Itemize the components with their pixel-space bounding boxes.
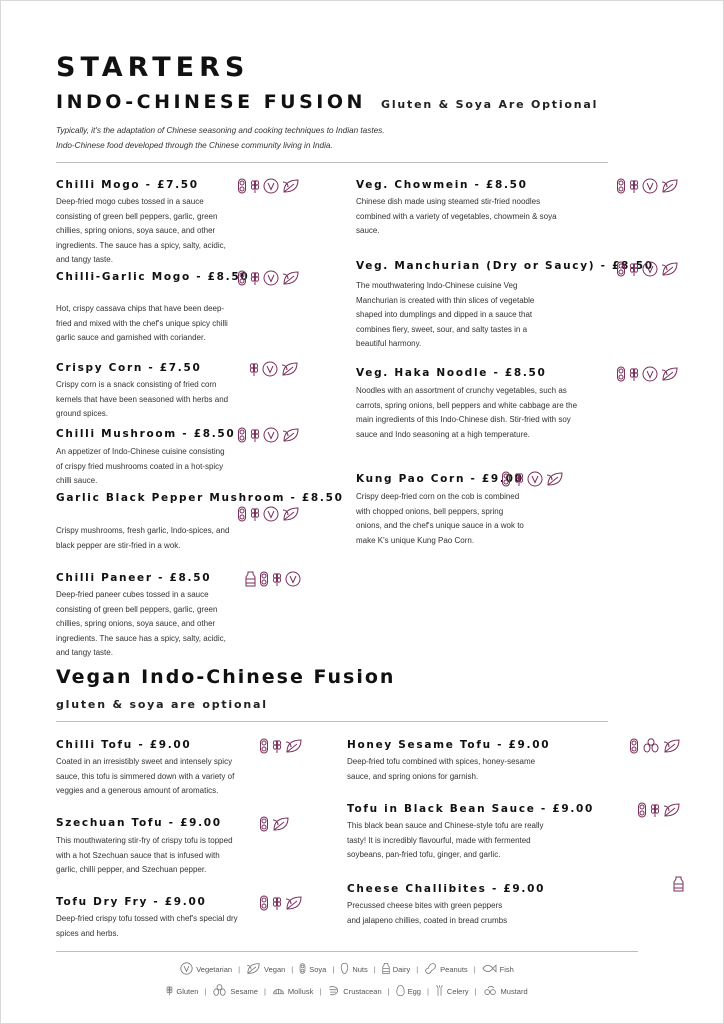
legend-separator: | — [332, 965, 335, 974]
allergen-icons — [629, 737, 681, 755]
celery-icon — [435, 984, 444, 999]
section-intro: Typically, it's the adaptation of Chinese seasoning and cooking techniques to Indian tastes. Indo-Chinese food developed through the Chinese community living in India. — [56, 126, 385, 150]
item-description: Crispy mushrooms, fresh garlic, Indo-spices, and black pepper are stir-fried in a wok. — [56, 526, 230, 550]
vegan-icon — [282, 427, 300, 443]
vegan-icon — [272, 816, 290, 832]
divider — [56, 162, 608, 163]
menu-item — [356, 260, 654, 272]
item-name: Tofu in Black Bean Sauce - £9.00 — [347, 803, 595, 815]
legend-separator: | — [238, 965, 241, 974]
gluten-icon — [629, 178, 639, 194]
gluten-icon — [629, 366, 639, 382]
vegan-icon — [663, 738, 681, 754]
menu-item — [56, 362, 202, 374]
item-name: Chilli Paneer - £8.50 — [56, 572, 212, 584]
legend-item — [166, 984, 198, 999]
legend-item — [424, 962, 468, 977]
soya-icon — [616, 366, 626, 382]
gluten-icon — [272, 571, 282, 587]
soya-icon — [299, 962, 306, 977]
vegan-icon — [663, 802, 681, 818]
legend-item — [482, 962, 514, 977]
vegan-section-note: gluten & soya are optional — [56, 698, 268, 711]
soya-icon — [237, 178, 247, 194]
crustacean-icon — [327, 984, 340, 999]
legend-item — [272, 984, 313, 999]
allergen-icons — [259, 737, 303, 755]
item-name: Veg. Chowmein - £8.50 — [356, 179, 528, 191]
gluten-icon — [250, 270, 260, 286]
item-description: Deep-fried mogo cubes tossed in a sauce consisting of green bell peppers, garlic, green chillies, spring onions, soya sauce, and other ingredients. The sauce has a spicy, salty, acidic, and tangy taste. — [56, 197, 226, 265]
divider — [56, 721, 608, 722]
section-title: INDO-CHINESE FUSION — [56, 91, 366, 113]
legend-separator: | — [204, 987, 207, 996]
fish-icon — [482, 962, 497, 977]
page-title: STARTERS — [56, 52, 250, 83]
allergen-legend-row-1 — [56, 962, 638, 977]
menu-item — [56, 572, 211, 584]
allergen-icons — [259, 815, 290, 833]
soya-icon — [637, 802, 647, 818]
item-name: Veg. Manchurian (Dry or Saucy) - £8.50 — [356, 260, 654, 272]
item-name: Kung Pao Corn - £9.00 — [356, 473, 524, 485]
vegetarian-icon — [285, 571, 301, 587]
legend-separator: | — [426, 987, 429, 996]
dairy-icon — [382, 962, 390, 977]
menu-item — [56, 428, 235, 440]
dairy-icon — [245, 571, 256, 587]
legend-item — [382, 962, 411, 977]
vegan-section-title: Vegan Indo-Chinese Fusion — [56, 666, 396, 688]
gluten-icon — [250, 506, 260, 522]
legend-label: Soya — [309, 965, 327, 974]
legend-label: Nuts — [352, 965, 368, 974]
sesame-icon — [212, 984, 227, 999]
item-description: Crispy corn is a snack consisting of fried corn kernels that have been seasoned with herbs and ground spices. — [56, 380, 229, 419]
menu-item — [347, 739, 550, 751]
legend-separator: | — [291, 965, 294, 974]
mustard-icon — [483, 984, 498, 999]
item-name: Cheese Challibites - £9.00 — [347, 883, 546, 895]
gluten-icon — [250, 427, 260, 443]
item-description: Deep-fried crispy tofu tossed with chef's special dry spices and herbs. — [56, 914, 238, 938]
item-description: Hot, crispy cassava chips that have been deep-fried and mixed with the chef's unique spicy chilli garlic sauce and garnished with coriander. — [56, 304, 228, 343]
item-name: Szechuan Tofu - £9.00 — [56, 817, 222, 829]
vegan-icon — [246, 962, 261, 977]
vegan-icon — [285, 738, 303, 754]
allergen-icons — [237, 269, 300, 287]
menu-item — [356, 179, 528, 191]
allergen-icons — [249, 360, 299, 378]
legend-item — [340, 962, 367, 977]
vegetarian-icon — [180, 962, 193, 977]
soya-icon — [259, 816, 269, 832]
allergen-icons — [237, 426, 300, 444]
soya-icon — [259, 571, 269, 587]
soya-icon — [629, 738, 639, 754]
divider — [56, 951, 638, 952]
item-description: This black bean sauce and Chinese-style tofu are really tasty! It is incredibly flavourful, made with fermented soybeans, pan-fried tofu, ginger, and garlic. — [347, 821, 544, 860]
item-name: Chilli-Garlic Mogo - £8.50 — [56, 271, 250, 283]
legend-label: Mustard — [500, 987, 528, 996]
vegan-icon — [661, 178, 679, 194]
soya-icon — [259, 895, 269, 911]
vegetarian-icon — [263, 427, 279, 443]
legend-separator: | — [319, 987, 322, 996]
legend-separator: | — [474, 987, 477, 996]
legend-label: Crustacean — [343, 987, 382, 996]
section-note: Gluten & Soya Are Optional — [381, 98, 599, 111]
vegetarian-icon — [642, 261, 658, 277]
allergen-legend-row-2 — [56, 984, 638, 999]
legend-item — [212, 984, 258, 999]
item-name: Chilli Tofu - £9.00 — [56, 739, 192, 751]
vegetarian-icon — [642, 366, 658, 382]
legend-item — [180, 962, 232, 977]
soya-icon — [616, 178, 626, 194]
item-description: Precussed cheese bites with green peppers and jalapeno chillies, coated in bread crumbs — [347, 901, 508, 925]
legend-label: Dairy — [392, 965, 411, 974]
gluten-icon — [166, 984, 173, 999]
allergen-icons — [616, 365, 679, 383]
soya-icon — [259, 738, 269, 754]
mollusk-icon — [272, 984, 285, 999]
item-description: Deep-fried tofu combined with spices, honey-sesame sauce, and spring onions for garnish. — [347, 757, 536, 781]
gluten-icon — [272, 895, 282, 911]
legend-item — [483, 984, 528, 999]
menu-item — [56, 179, 199, 191]
menu-item — [347, 883, 545, 895]
legend-label: Sesame — [230, 987, 258, 996]
legend-separator: | — [387, 987, 390, 996]
item-description: Crispy deep-fried corn on the cob is combined with chopped onions, bell peppers, spring onions, and the chef's unique sauce in a wok to make K's unique Kung Pao Corn. — [356, 492, 524, 545]
allergen-icons — [637, 801, 681, 819]
menu-item — [56, 271, 249, 283]
item-name: Chilli Mushroom - £8.50 — [56, 428, 236, 440]
item-description: Noodles with an assortment of crunchy vegetables, such as carrots, spring onions, bell peppers and white cabbage are the main ingredients of this Indo-Chinese dish. Stir-fried with soy sauce and Indo seasoning at a high temperature. — [356, 386, 578, 439]
vegan-icon — [661, 261, 679, 277]
dairy-icon — [673, 876, 684, 892]
item-name: Honey Sesame Tofu - £9.00 — [347, 739, 551, 751]
legend-item — [435, 984, 469, 999]
gluten-icon — [250, 178, 260, 194]
gluten-icon — [629, 261, 639, 277]
vegan-icon — [282, 270, 300, 286]
vegan-icon — [282, 178, 300, 194]
vegetarian-icon — [263, 178, 279, 194]
item-description: Chinese dish made using steamed stir-fried noodles combined with a variety of vegetables, chowmein & soya sauce. — [356, 197, 557, 236]
gluten-icon — [272, 738, 282, 754]
vegetarian-icon — [263, 506, 279, 522]
legend-item — [246, 962, 285, 977]
egg-icon — [396, 984, 405, 999]
legend-item — [299, 962, 326, 977]
vegan-icon — [281, 361, 299, 377]
gluten-icon — [514, 471, 524, 487]
legend-separator: | — [263, 987, 266, 996]
allergen-icons — [237, 505, 300, 523]
item-name: Veg. Haka Noodle - £8.50 — [356, 367, 547, 379]
legend-separator: | — [473, 965, 476, 974]
menu-item — [56, 817, 222, 829]
vegan-icon — [661, 366, 679, 382]
soya-icon — [616, 261, 626, 277]
allergen-icons — [616, 260, 679, 278]
item-description: Deep-fried paneer cubes tossed in a sauce consisting of green bell peppers, garlic, green chillies, spring onions, soya sauce, and other ingredients. The sauce has a spicy, salty, acidic, and tangy taste. — [56, 590, 226, 658]
item-name: Chilli Mogo - £7.50 — [56, 179, 199, 191]
allergen-icons — [245, 570, 301, 588]
item-name: Garlic Black Pepper Mushroom - £8.50 — [56, 492, 344, 504]
peanuts-icon — [424, 962, 437, 977]
legend-separator: | — [416, 965, 419, 974]
vegan-icon — [282, 506, 300, 522]
item-description: Coated in an irresistibly sweet and intensely spicy sauce, this tofu is simmered down with a variety of veggies and a generous amount of aromatics. — [56, 757, 235, 796]
allergen-icons — [673, 875, 684, 893]
nuts-icon — [340, 962, 349, 977]
menu-item — [347, 803, 594, 815]
vegetarian-icon — [527, 471, 543, 487]
sesame-icon — [642, 738, 660, 754]
vegan-icon — [546, 471, 564, 487]
legend-label: Vegetarian — [196, 965, 233, 974]
item-name: Crispy Corn - £7.50 — [56, 362, 202, 374]
vegan-icon — [285, 895, 303, 911]
gluten-icon — [650, 802, 660, 818]
item-name: Tofu Dry Fry - £9.00 — [56, 896, 207, 908]
menu-item — [356, 367, 547, 379]
legend-label: Gluten — [176, 987, 199, 996]
legend-label: Celery — [446, 987, 469, 996]
item-description: The mouthwatering Indo-Chinese cuisine Veg Manchurian is created with thin slices of vegetable shaped into dumplings and dipped in a sauce that combines fiery, sweet, sour, and salty tastes in a beautiful harmony. — [356, 281, 535, 349]
soya-icon — [237, 270, 247, 286]
legend-label: Fish — [499, 965, 514, 974]
soya-icon — [237, 427, 247, 443]
legend-item — [396, 984, 421, 999]
gluten-icon — [249, 361, 259, 377]
allergen-icons — [501, 470, 564, 488]
legend-separator: | — [373, 965, 376, 974]
allergen-icons — [616, 177, 679, 195]
vegetarian-icon — [262, 361, 278, 377]
legend-label: Vegan — [264, 965, 286, 974]
soya-icon — [237, 506, 247, 522]
menu-item — [56, 492, 344, 504]
legend-label: Egg — [407, 987, 421, 996]
legend-item — [327, 984, 381, 999]
menu-item — [356, 473, 524, 485]
item-description: This mouthwatering stir-fry of crispy tofu is topped with a hot Szechuan sauce that is infused with garlic, chilli pepper, and Szechuan pepper. — [56, 836, 233, 875]
allergen-icons — [259, 894, 303, 912]
legend-label: Peanuts — [440, 965, 468, 974]
allergen-icons — [237, 177, 300, 195]
item-description: An appetizer of Indo-Chinese cuisine consisting of crispy fried mushrooms coated in a hot-spicy chilli sauce. — [56, 447, 225, 486]
legend-label: Mollusk — [287, 987, 314, 996]
vegetarian-icon — [642, 178, 658, 194]
vegetarian-icon — [263, 270, 279, 286]
menu-item — [56, 739, 191, 751]
soya-icon — [501, 471, 511, 487]
menu-item — [56, 896, 206, 908]
